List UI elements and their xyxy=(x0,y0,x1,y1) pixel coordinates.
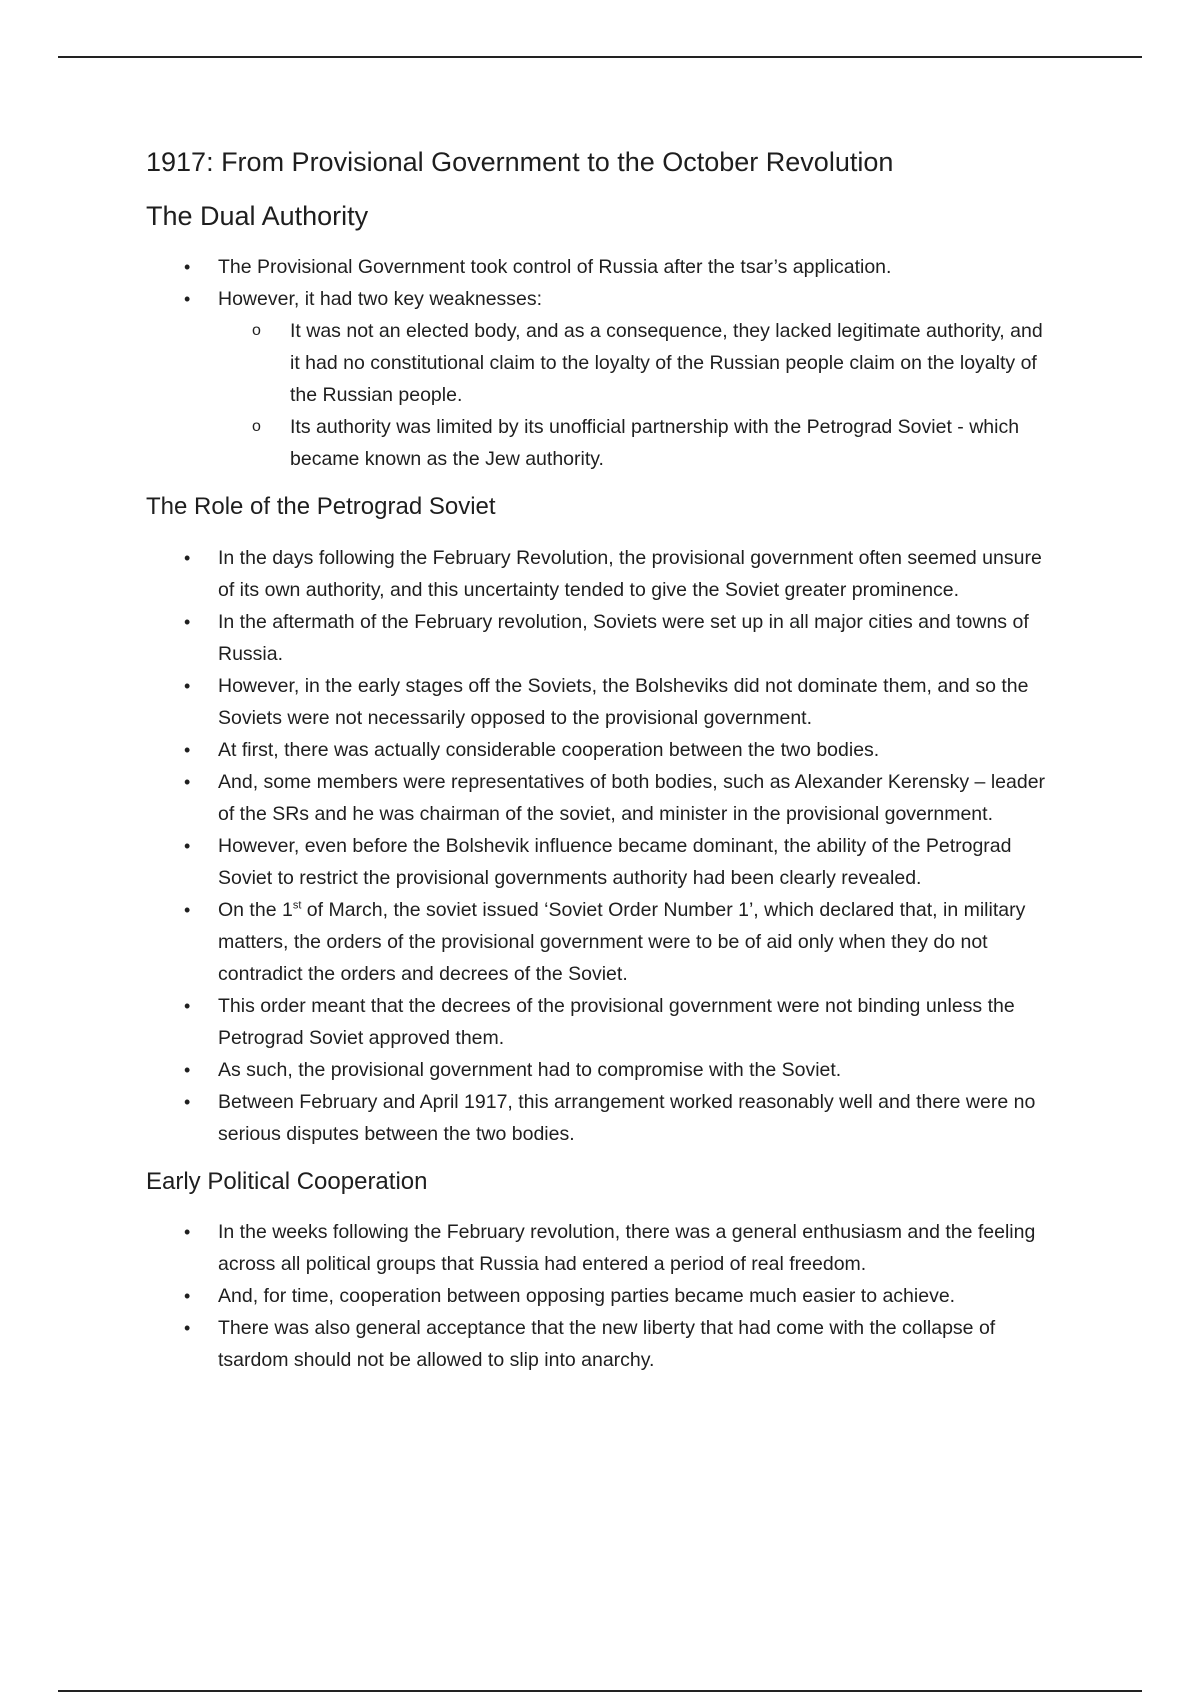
list-item: • At first, there was actually considerable cooperation between the two bodies. xyxy=(146,734,1046,766)
list-item: • Between February and April 1917, this arrangement worked reasonably well and there were no serious disputes between the two bodies. xyxy=(146,1086,1046,1150)
bullet-dot: • xyxy=(184,675,191,696)
list-item: • In the days following the February Revolution, the provisional government often seemed unsure of its own authority, and this uncertainty tended to give the Soviet greater prominence. xyxy=(146,542,1046,606)
bullet-dot: • xyxy=(184,739,191,760)
early-cooperation-list xyxy=(146,1216,1046,1376)
list-item: • This order meant that the decrees of the provisional government were not binding unless the Petrograd Soviet approved them. xyxy=(146,990,1046,1054)
bullet-dot: • xyxy=(184,899,191,920)
list-item: • In the aftermath of the February revolution, Soviets were set up in all major cities and towns of Russia. xyxy=(146,606,1046,670)
list-item: • And, for time, cooperation between opposing parties became much easier to achieve. xyxy=(146,1280,1046,1312)
list-item: • And, some members were representatives of both bodies, such as Alexander Kerensky – leader of the SRs and he was chairman of the soviet, and minister in the provisional government. xyxy=(146,766,1046,830)
list-item: • As such, the provisional government had to compromise with the Soviet. xyxy=(146,1054,1046,1086)
bullet-dot: • xyxy=(184,1318,191,1339)
bullet-circle: o xyxy=(252,321,261,339)
bullet-circle: o xyxy=(252,417,261,435)
bullet-dot: • xyxy=(184,288,191,309)
list-item: • In the weeks following the February revolution, there was a general enthusiasm and the feeling across all political groups that Russia had entered a period of real freedom. xyxy=(146,1216,1046,1280)
bullet-dot: • xyxy=(184,771,191,792)
footer-rule xyxy=(58,1690,1142,1692)
heading-early-cooperation: Early Political Cooperation xyxy=(146,1167,428,1195)
list-item: • However, even before the Bolshevik influence became dominant, the ability of the Petrograd Soviet to restrict the provisional governments authority had been clearly revealed. xyxy=(146,830,1046,894)
bullet-dot: • xyxy=(184,611,191,632)
petrograd-soviet-list xyxy=(146,542,1046,1150)
dual-authority-list xyxy=(146,251,1046,475)
bullet-dot: • xyxy=(184,1286,191,1307)
list-item: • However, it had two key weaknesses: o It was not an elected body, and as a consequence, they lacked legitimate authority, and it had no constitutional claim to the loyalty of the Russian people claim on the loyalty of the Russian people. o Its authority was limited by its unofficial partnership with the Petrograd Soviet - which became known as the Jew authority. xyxy=(146,283,1046,475)
bullet-dot: • xyxy=(184,1091,191,1112)
bullet-dot: • xyxy=(184,1059,191,1080)
list-item: • However, in the early stages off the Soviets, the Bolsheviks did not dominate them, and so the Soviets were not necessarily opposed to the provisional government. xyxy=(146,670,1046,734)
bullet-dot: • xyxy=(184,256,191,277)
list-item: • The Provisional Government took control of Russia after the tsar’s application. xyxy=(146,251,1046,283)
bullet-dot: • xyxy=(184,547,191,568)
list-item: • There was also general acceptance that the new liberty that had come with the collapse of tsardom should not be allowed to slip into anarchy. xyxy=(146,1312,1046,1376)
bullet-dot: • xyxy=(184,835,191,856)
bullet-dot: • xyxy=(184,1222,191,1243)
document-title: 1917: From Provisional Government to the October Revolution xyxy=(146,147,894,177)
list-item: • On the 1st of March, the soviet issued ‘Soviet Order Number 1’, which declared that, in military matters, the orders of the provisional government were to be of aid only when they do not contradict the orders and decrees of the Soviet. xyxy=(146,894,1046,990)
weaknesses-sublist xyxy=(218,315,1046,475)
heading-petrograd-soviet: The Role of the Petrograd Soviet xyxy=(146,492,496,520)
header-rule xyxy=(58,56,1142,58)
document-body xyxy=(146,146,1046,1376)
heading-dual-authority: The Dual Authority xyxy=(146,201,369,232)
sub-list-item: o Its authority was limited by its unofficial partnership with the Petrograd Soviet - which became known as the Jew authority. xyxy=(218,411,1046,475)
sub-list-item: o It was not an elected body, and as a consequence, they lacked legitimate authority, and it had no constitutional claim to the loyalty of the Russian people claim on the loyalty of the Russian people. xyxy=(218,315,1046,411)
bullet-dot: • xyxy=(184,995,191,1016)
